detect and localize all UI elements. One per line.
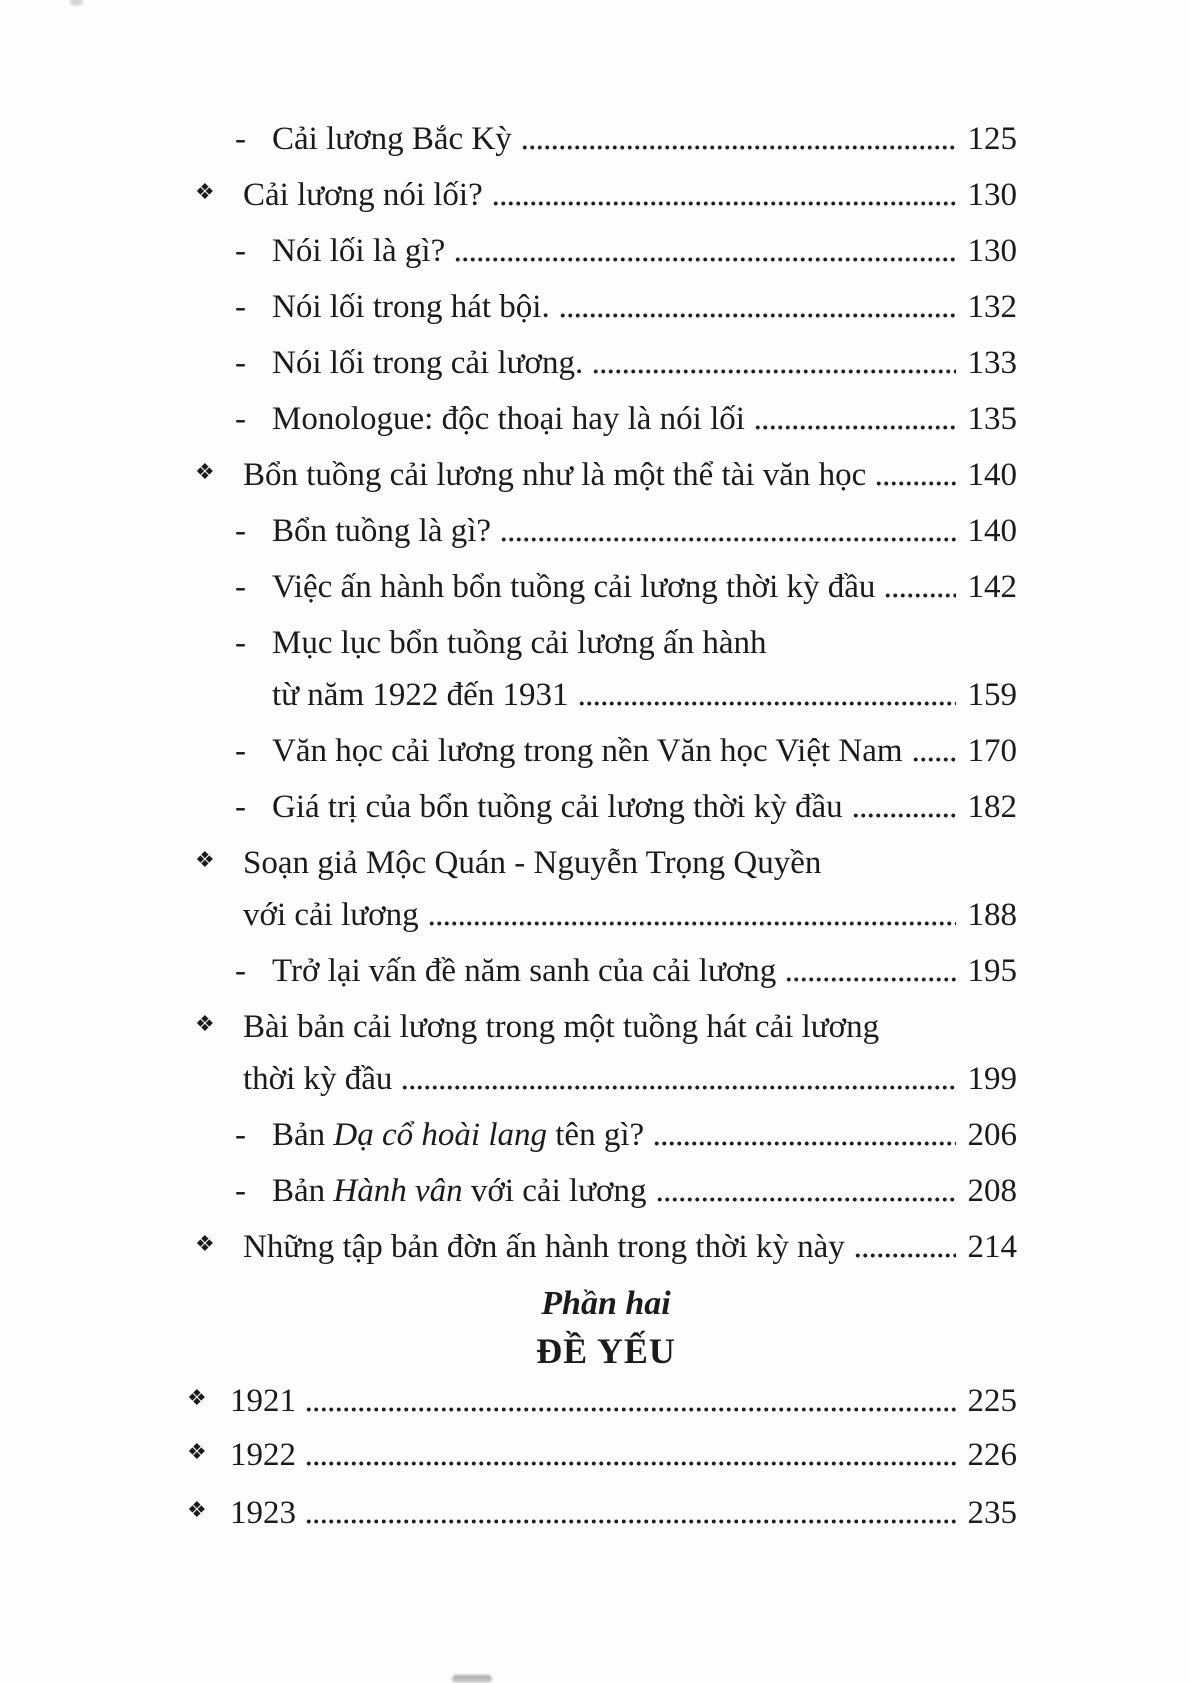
entry-label: Monologue: độc thoại hay là nói lối [272,401,745,437]
entry-text-pre: Bản [272,1173,334,1209]
entry-label: với cải lương [243,897,419,933]
dot-leader [492,201,956,206]
page-number: 208 [967,1173,1017,1209]
toc-entry [0,382,1190,438]
entry-label: Cải lương Bắc Kỳ [272,121,512,157]
entry-label: Soạn giả Mộc Quán - Nguyễn Trọng Quyền [243,845,822,881]
diamond-bullet-icon: ❖ [195,1012,215,1037]
dot-leader [305,1407,956,1412]
page-number: 235 [967,1495,1017,1531]
entry-text-italic: Dạ cổ hoài lang [333,1117,547,1153]
toc-entry [0,770,1190,826]
dash-icon: - [235,789,246,825]
dot-leader [785,977,956,982]
toc-entry [0,1154,1190,1210]
dot-leader [875,481,956,486]
page-number: 225 [967,1383,1017,1419]
entry-label: Những tập bản đờn ấn hành trong thời kỳ này [243,1229,845,1265]
dot-leader [305,1461,956,1466]
entry-label [272,1117,644,1154]
entry-label: Văn học cải lương trong nền Văn học Việt Nam [272,733,903,769]
dash-icon: - [235,625,246,661]
entry-text-post: với cải lương [462,1173,647,1209]
page-number: 214 [967,1229,1017,1265]
entry-text-post: tên gì? [547,1117,645,1153]
page-number: 182 [967,789,1017,825]
toc-entry [0,158,1190,214]
dot-leader [428,921,956,926]
entry-label: Việc ấn hành bổn tuồng cải lương thời kỳ đầu [272,569,876,605]
dash-icon: - [235,401,246,437]
entry-label: Cải lương nói lối? [243,177,483,213]
page-number: 142 [967,569,1017,605]
toc-entry [0,438,1190,494]
entry-label: Bổn tuồng cải lương như là một thể tài văn học [243,457,867,493]
toc-entry [0,826,1190,882]
dot-leader [521,145,956,150]
dash-icon: - [235,233,246,269]
dash-icon: - [235,569,246,605]
toc-entry [0,934,1190,990]
toc-entry [0,214,1190,270]
page-number: 132 [967,289,1017,325]
toc-entry [0,494,1190,550]
dash-icon: - [235,513,246,549]
toc-entry-continuation [0,662,1190,714]
entry-label: thời kỳ đầu [243,1061,393,1097]
year-label: 1922 [230,1437,296,1473]
entry-label: Nói lối trong hát bội. [272,289,550,325]
page-number: 130 [967,233,1017,269]
dash-icon: - [235,121,246,157]
entry-label [272,1173,647,1210]
page-number: 199 [967,1061,1017,1097]
toc-entry [0,270,1190,326]
year-entry [0,1420,1190,1474]
page-number: 188 [967,897,1017,933]
dot-leader [559,313,956,318]
page-number: 170 [967,733,1017,769]
dot-leader [401,1085,956,1090]
page-number: 226 [967,1437,1017,1473]
page-number: 133 [967,345,1017,381]
diamond-bullet-icon: ❖ [195,848,215,873]
dash-icon: - [235,289,246,325]
dash-icon: - [235,733,246,769]
diamond-bullet-icon: ❖ [195,180,215,205]
dot-leader [653,1141,956,1146]
toc-entry-continuation [0,1046,1190,1098]
diamond-bullet-icon: ❖ [187,1386,207,1411]
toc-entry [0,714,1190,770]
dot-leader [500,537,956,542]
dot-leader [912,757,956,762]
toc-entry [0,990,1190,1046]
toc-entry [0,606,1190,662]
year-entry [0,1372,1190,1420]
entry-label: Bổn tuồng là gì? [272,513,492,549]
dash-icon: - [235,345,246,381]
section-break [0,1266,1190,1324]
entry-text-pre: Bản [272,1117,334,1153]
toc-entry [0,1098,1190,1154]
page-number: 125 [967,121,1017,157]
dot-leader [656,1197,957,1202]
section-break [0,1324,1190,1372]
part-title: ĐỀ YẾU [536,1331,676,1371]
dash-icon: - [235,953,246,989]
part-subtitle: Phần hai [541,1285,671,1322]
diamond-bullet-icon: ❖ [195,460,215,485]
entry-text-italic: Hành vân [333,1173,463,1209]
entry-label: Mục lục bổn tuồng cải lương ấn hành [272,625,767,661]
dot-leader [854,1253,956,1258]
page-number: 206 [967,1117,1017,1153]
toc-entry [0,101,1190,158]
entry-label: Trở lại vấn đề năm sanh của cải lương [272,953,777,989]
dot-leader [454,257,956,262]
toc-entry [0,326,1190,382]
year-entry [0,1474,1190,1532]
year-label: 1923 [230,1495,296,1531]
page-number: 130 [967,177,1017,213]
dot-leader [852,813,956,818]
dot-leader [754,425,956,430]
year-label: 1921 [230,1383,296,1419]
dash-icon: - [235,1117,246,1153]
page-number: 135 [967,401,1017,437]
dot-leader [305,1519,956,1524]
dot-leader [578,701,956,706]
dot-leader [592,369,956,374]
page-number: 159 [967,677,1017,713]
page-number: 195 [967,953,1017,989]
diamond-bullet-icon: ❖ [195,1232,215,1257]
dot-leader [884,593,956,598]
toc-entry [0,550,1190,606]
diamond-bullet-icon: ❖ [187,1498,207,1523]
dash-icon: - [235,1173,246,1209]
toc-entry-continuation [0,882,1190,934]
entry-label: Giá trị của bổn tuồng cải lương thời kỳ đầu [272,789,843,825]
entry-label: Nói lối trong cải lương. [272,345,584,381]
page-number: 140 [967,513,1017,549]
diamond-bullet-icon: ❖ [187,1440,207,1465]
entry-label: từ năm 1922 đến 1931 [272,677,569,713]
page-number: 140 [967,457,1017,493]
toc-entry [0,1210,1190,1266]
entry-label: Nói lối là gì? [272,233,446,269]
entry-label: Bài bản cải lương trong một tuồng hát cải lương [243,1009,880,1045]
